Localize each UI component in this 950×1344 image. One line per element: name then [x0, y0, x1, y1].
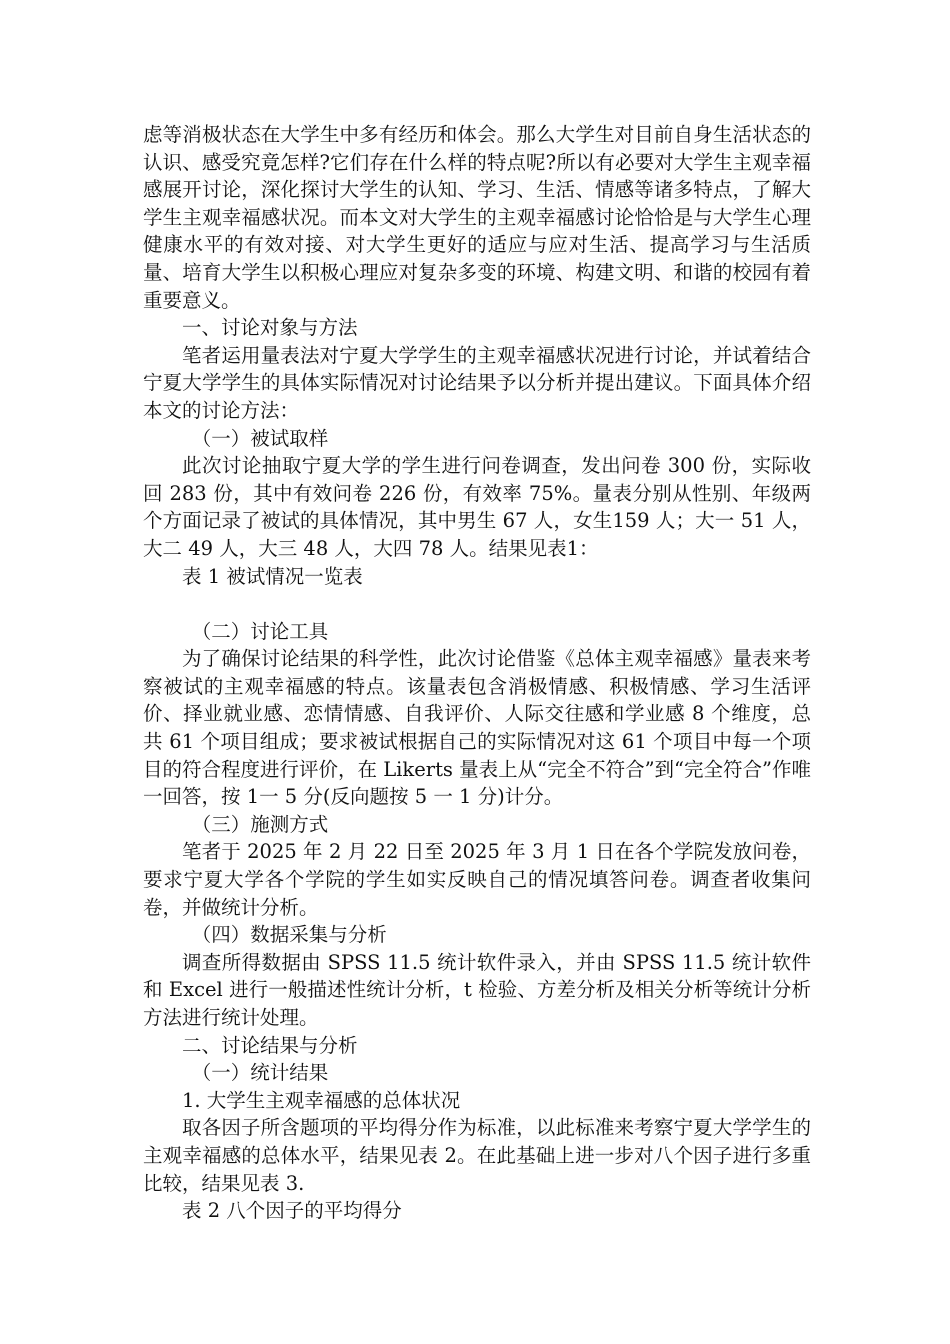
section-heading-subjects-methods: 一、讨论对象与方法	[182, 316, 358, 340]
document-body	[143, 121, 811, 1225]
item-heading-overall-status: 1. 大学生主观幸福感的总体状况	[182, 1088, 461, 1112]
subsection-heading-instrument: （二）讨论工具	[191, 619, 329, 643]
subsection-heading-sampling: （一）被试取样	[191, 426, 329, 450]
overall-status-paragraph: 取各因子所含题项的平均得分作为标准，以此标准来考察宁夏大学学生的主观幸福感的总体水平，结果见表 2。在此基础上进一步对八个因子进行多重比较，结果见表 3.	[143, 1116, 811, 1195]
instrument-paragraph: 为了确保讨论结果的科学性，此次讨论借鉴《总体主观幸福感》量表来考察被试的主观幸福感的特点。该量表包含消极情感、积极情感、学习生活评价、择业就业感、恋情情感、自我评价、人际交往感和学业感 8 个维度，总共 61 个项目组成；要求被试根据自己的实际情况对这 61 个项目中每一个项目的符合程度进行评价，在 Likerts 量表上从“完全不符合”到“完全符合”作唯一回答，按 1一 5 分(反向题按 5 一 1 分)计分。	[143, 647, 811, 809]
administration-paragraph: 笔者于 2025 年 2 月 22 日至 2025 年 3 月 1 日在各个学院发放问卷，要求宁夏大学各个学院的学生如实反映自己的情况填答问卷。调查者收集问卷，并做统计分析。	[143, 840, 811, 919]
methods-intro-paragraph: 笔者运用量表法对宁夏大学学生的主观幸福感状况进行讨论，并试着结合宁夏大学学生的具体实际情况对讨论结果予以分析并提出建议。下面具体介绍本文的讨论方法：	[143, 343, 811, 422]
subsection-heading-administration: （三）施测方式	[191, 812, 329, 836]
data-analysis-paragraph: 调查所得数据由 SPSS 11.5 统计软件录入，并由 SPSS 11.5 统计软件和 Excel 进行一般描述性统计分析，t 检验、方差分析及相关分析等统计分析方法进行统计处理。	[143, 950, 811, 1029]
section-heading-results: 二、讨论结果与分析	[182, 1033, 358, 1057]
table-2-caption: 表 2 八个因子的平均得分	[182, 1199, 402, 1223]
intro-continuation-paragraph: 虑等消极状态在大学生中多有经历和体会。那么大学生对目前自身生活状态的认识、感受究竟怎样?它们存在什么样的特点呢?所以有必要对大学生主观幸福感展开讨论，深化探讨大学生的认知、学习、生活、情感等诸多特点，了解大学生主观幸福感状况。而本文对大学生的主观幸福感讨论恰恰是与大学生心理健康水平的有效对接、对大学生更好的适应与应对生活、提高学习与生活质量、培育大学生以积极心理应对复杂多变的环境、构建文明、和谐的校园有着重要意义。	[143, 123, 811, 312]
sampling-paragraph: 此次讨论抽取宁夏大学的学生进行问卷调查，发出问卷 300 份，实际收回 283 份，其中有效问卷 226 份，有效率 75%。量表分别从性别、年级两个方面记录了被试的具体情况，其中男生 67 人，女生159 人；大一 51 人，大二 49 人，大三 48 人，大四 78 人。结果见表1：	[143, 454, 811, 560]
table-1-caption: 表 1 被试情况一览表	[182, 564, 363, 588]
subsection-heading-data-analysis: （四）数据采集与分析	[191, 923, 387, 947]
subsection-heading-statistics: （一）统计结果	[191, 1061, 329, 1085]
